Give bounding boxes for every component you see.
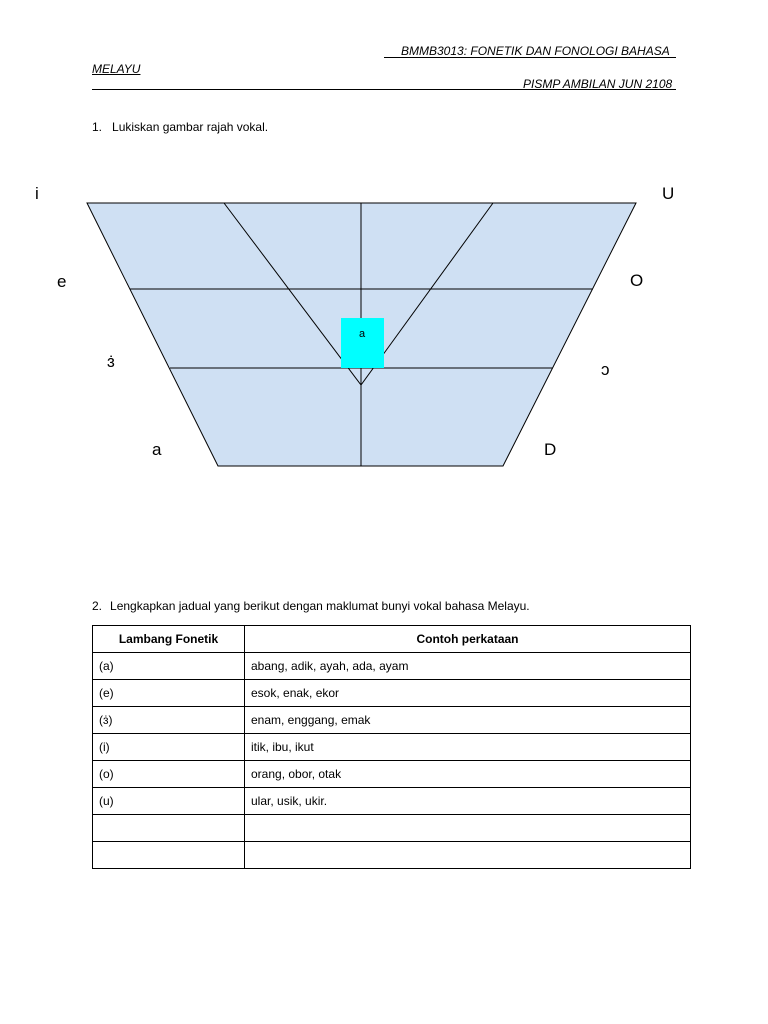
phonetic-symbol-cell — [93, 815, 245, 842]
table-row — [93, 734, 691, 761]
phonetic-symbol-cell: (u) — [93, 788, 245, 815]
example-words-cell: abang, adik, ayah, ada, ayam — [245, 653, 691, 680]
question-1-text: Lukiskan gambar rajah vokal. — [112, 120, 269, 134]
example-words-cell: esok, enak, ekor — [245, 680, 691, 707]
example-words-cell: ular, usik, ukir. — [245, 788, 691, 815]
question-2-text: Lengkapkan jadual yang berikut dengan maklumat bunyi vokal bahasa Melayu. — [110, 599, 530, 613]
vowel-label-o: O — [630, 271, 644, 290]
header-phonetic-symbol: Lambang Fonetik — [93, 626, 245, 653]
phonetic-symbol-cell: (ɜ̇) — [93, 707, 245, 734]
example-words-cell: enam, enggang, emak — [245, 707, 691, 734]
question-2 — [92, 599, 530, 613]
example-words-cell — [245, 815, 691, 842]
table-row — [93, 842, 691, 869]
table-row — [93, 815, 691, 842]
program-title: PISMP AMBILAN JUN 2108 — [523, 77, 673, 91]
vowel-label-a-front: a — [152, 440, 162, 459]
vowel-label-u: U — [662, 184, 675, 203]
question-2-number: 2. — [92, 599, 103, 613]
phonetic-symbol-cell: (a) — [93, 653, 245, 680]
course-title-line1: BMMB3013: FONETIK DAN FONOLOGI BAHASA — [401, 44, 670, 58]
example-words-cell: itik, ibu, ikut — [245, 734, 691, 761]
course-title-line2: MELAYU — [92, 62, 141, 76]
phonetic-symbol-cell — [93, 842, 245, 869]
question-1-number: 1. — [92, 120, 103, 134]
phonetic-symbol-cell: (i) — [93, 734, 245, 761]
phonetic-symbol-cell: (o) — [93, 761, 245, 788]
table-row — [93, 680, 691, 707]
vowel-label-e: e — [57, 272, 67, 291]
phonetic-symbol-cell: (e) — [93, 680, 245, 707]
table-row — [93, 788, 691, 815]
vowel-examples-table — [92, 625, 691, 869]
vowel-label-i: i — [35, 184, 39, 203]
example-words-cell — [245, 842, 691, 869]
header-example-words: Contoh perkataan — [245, 626, 691, 653]
example-words-cell: orang, obor, otak — [245, 761, 691, 788]
table-row — [93, 707, 691, 734]
center-vowel-label: a — [358, 328, 366, 340]
vowel-label-schwa: ɜ̇ — [107, 352, 115, 371]
table-header-row — [93, 626, 691, 653]
vowel-label-a-back: D — [544, 440, 557, 459]
vowel-label-open-o: ɔ — [601, 360, 610, 379]
table-row — [93, 653, 691, 680]
center-vowel-box — [341, 318, 384, 368]
table-row — [93, 761, 691, 788]
